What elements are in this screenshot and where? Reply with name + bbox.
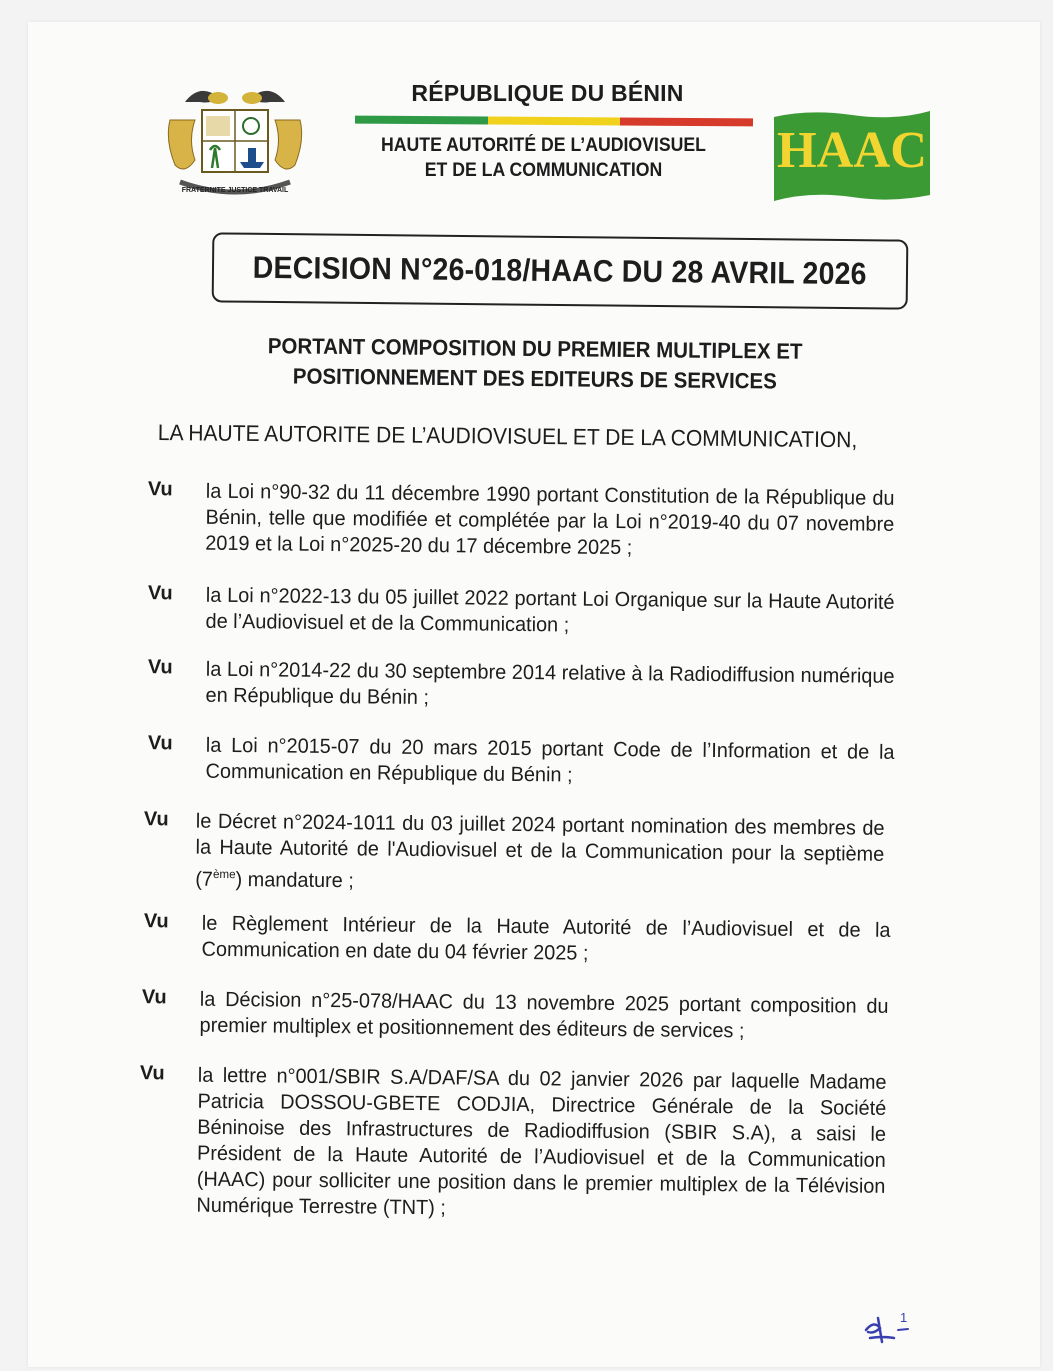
- handwritten-page-mark: [860, 1308, 915, 1348]
- vu-text: la Loi n°2022-13 du 05 juillet 2022 portant Loi Organique sur la Haute Autorité de l’Audiovisuel et de la Communication ;: [205, 583, 895, 637]
- vu-text: le Règlement Intérieur de la Haute Autorité de l’Audiovisuel et de la Communication en date du 04 février 2025 ;: [201, 911, 891, 965]
- vu-label: Vu: [139, 1062, 165, 1085]
- vu-label: Vu: [147, 656, 173, 679]
- vu-text-tail: (7ème) mandature ;: [195, 866, 354, 893]
- subject-line-2: POSITIONNEMENT DES EDITEURS DE SERVICES: [292, 363, 777, 394]
- vu-text: la Loi n°2015-07 du 20 mars 2015 portant Code de l’Information et de la Communication en République du Bénin ;: [205, 733, 895, 787]
- vu-text: [195, 809, 885, 900]
- vu-text: la lettre n°001/SBIR S.A/DAF/SA du 02 janvier 2026 par laquelle Madame Patricia DOSSOU-GBETE CODJIA, Directrice Générale de la Société Béninoise des Infrastructures de Radiodiffusion (SBIR S.A), a saisi le Président de la Haute Autorité de l’Audiovisuel et de la Communication (HAAC) pour solliciter une position dans le premier multiplex de la Télévision Numérique Terrestre (TNT) ;: [196, 1063, 887, 1220]
- vu-label: Vu: [147, 732, 173, 755]
- decision-title: DECISION N°26-018/HAAC DU 28 AVRIL 2026: [252, 249, 868, 292]
- vu-label: Vu: [143, 808, 169, 831]
- vu-label: Vu: [141, 986, 167, 1009]
- page-number: 1: [900, 1310, 908, 1325]
- subject-line-1: PORTANT COMPOSITION DU PREMIER MULTIPLEX ET: [267, 333, 803, 364]
- vu-text: la Loi n°2014-22 du 30 septembre 2014 relative à la Radiodiffusion numérique en République du Bénin ;: [205, 657, 895, 710]
- vu-item: [139, 732, 920, 792]
- svg-text:FRATERNITE JUSTICE TRAVAIL: FRATERNITE JUSTICE TRAVAIL: [181, 187, 289, 194]
- vu-item: [130, 1062, 912, 1226]
- preamble: LA HAUTE AUTORITE DE L’AUDIOVISUEL ET DE LA COMMUNICATION,: [157, 420, 858, 453]
- vu-item: [133, 986, 914, 1046]
- vu-text: la Décision n°25-078/HAAC du 13 novembre 2025 portant composition du premier multiplex et positionnement des éditeurs de services ;: [199, 987, 889, 1043]
- authority-line-1: HAUTE AUTORITÉ DE L’AUDIOVISUEL: [381, 135, 706, 156]
- vu-text: la Loi n°90-32 du 11 décembre 1990 portant Constitution de la République du Bénin, telle que modifiée et complétée par la Loi n°2019-40 du 07 novembre 2019 et la Loi n°2025-20 du 17 décembre 2025 ;: [205, 479, 895, 560]
- vu-text-main: le Décret n°2024-1011 du 03 juillet 2024 portant nomination des membres de la Haute Autorité de l'Audiovisuel et de la Communication pour la septième: [195, 809, 885, 866]
- vu-item: [135, 910, 916, 970]
- authority-line-2: ET DE LA COMMUNICATION: [424, 160, 663, 181]
- vu-item: [139, 656, 920, 716]
- republic-name: RÉPUBLIQUE DU BÉNIN: [411, 80, 684, 106]
- vu-item: [135, 808, 916, 900]
- vu-label: Vu: [143, 910, 169, 933]
- vu-item: [139, 582, 920, 642]
- vu-label: Vu: [147, 478, 173, 501]
- svg-text:HAAC: HAAC: [777, 122, 927, 179]
- vu-label: Vu: [147, 582, 173, 605]
- vu-item: [139, 478, 920, 564]
